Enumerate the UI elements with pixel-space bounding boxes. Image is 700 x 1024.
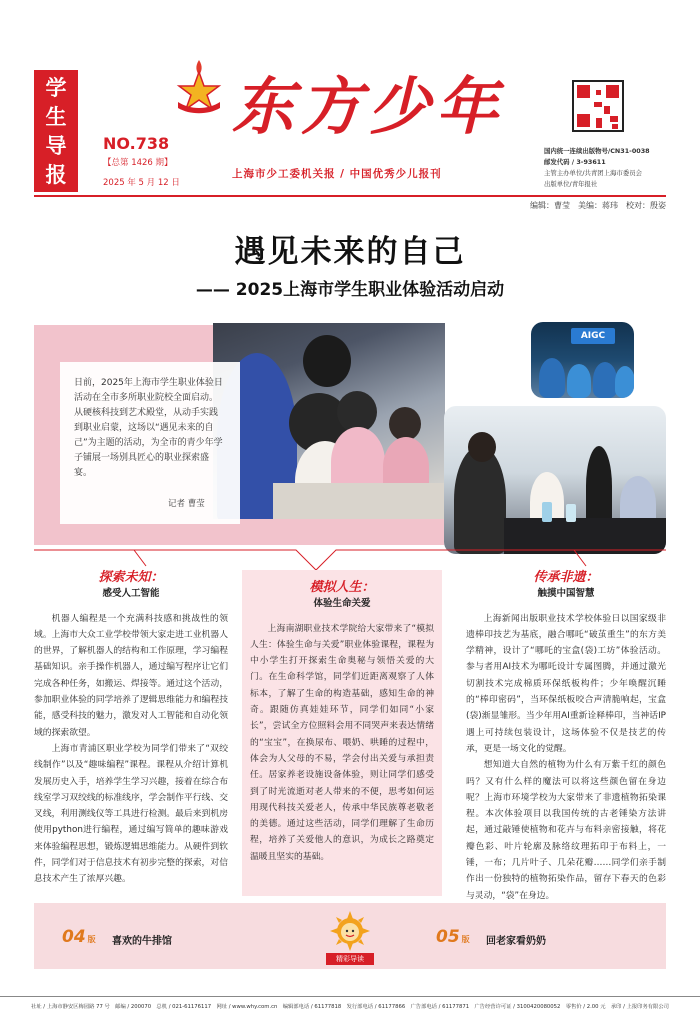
main-photo [213, 323, 445, 519]
column-subtitle: 触摸中国智慧 [537, 588, 595, 600]
qr-code-icon [572, 80, 624, 132]
issue-date: 2025 年 5 月 12 日 [103, 178, 180, 188]
preview-left-link[interactable] [62, 927, 96, 947]
column-tag: 探索未知： [98, 570, 164, 585]
side-tag-char: 生 [45, 105, 67, 129]
preview-page-number: 04 [62, 927, 86, 947]
intro-box [60, 362, 240, 524]
intro-text: 日前，2025年上海市学生职业体验日活动在全市多所职业院校全面启动。从硬核科技到艺术殿堂，从动手实践到职业启蒙，这场以“遇见未来的自己”为主题的活动，为全市的青少年学子铺展一场别具匠心的职业探索盛宴。 [74, 378, 223, 478]
column-subtitle: 体验生命关爱 [313, 598, 371, 610]
preview-page-unit: 版 [461, 935, 470, 944]
preview-badge: 精彩导读 [326, 953, 374, 965]
preview-page-unit: 版 [87, 935, 96, 944]
intro-author: 记者 曹莹 [168, 499, 205, 509]
side-tag-char: 导 [45, 134, 67, 158]
masthead-divider [34, 195, 666, 197]
preview-left-title[interactable]: 喜欢的牛排馆 [112, 936, 172, 947]
article-column-right [466, 570, 666, 904]
side-tag-char: 学 [45, 76, 67, 100]
article-column-center [242, 570, 442, 896]
publication-info [544, 146, 674, 190]
column-paragraph: 上海南湖职业技术学院给大家带来了“模拟人生：体验生命与关爱”职业体验课程，课程为中小学生打开探索生命奥秘与领悟关爱的大门。在生命科学馆，同学们近距离观察了人体标本，了解了生命的构造基础，感知生命的神奇。跟随仿真娃娃环节，同学们如同“小家长”，尝试全方位照料会用不同哭声来表达情绪的“宝宝”，在换尿布、喂奶、哄睡的过程中，体会为人父母的不易，学会付出关爱与承担责任。居家养老设施设备体验，则让同学们感受到了时光流逝对老人带来的不便，思考如何运用现代科技关爱老人，传承中华民族尊老敬老的美德。通过这些活动，同学们理解了生命历程，培养了关爱他人的意识，为成长之路奠定温暖且坚实的基础。 [250, 623, 434, 862]
column-paragraph: 上海新闻出版职业技术学校体验日以国家级非遗棒印技艺为基底，融合哪吒“破茧重生”的东方美学精神，设计了“哪吒的宝盒(袋)工坊”体验活动。参与者用AI技术为哪吒设计专属图腾，并通过激光切割技术完成棉质环保纸板构件；少年唤醒沉睡的“棒印密码”，当环保纸板咬合声清脆响起，宝盒(袋)渐显雏形。当少年用AI重新诠释棒印，当神话IP遇上可持续包装设计，这场体验不仅是技艺的传承，更是一场文化的觉醒。 [466, 613, 666, 754]
sun-mascot-icon [330, 911, 370, 951]
issue-number: NO.738 [103, 134, 170, 153]
column-tag: 模拟人生： [309, 580, 375, 595]
publication-info-line: 出版单位/青年报社 [544, 180, 598, 188]
newspaper-tagline: 上海市少工委机关报 / 中国优秀少儿报刊 [232, 168, 442, 180]
page-title: 遇见未来的自己 [234, 234, 466, 270]
column-paragraph: 上海市青浦区职业学校为同学们带来了“双绞线制作”以及“趣味编程”课程。课程从介绍计算机发展历史入手，培养学生学习兴趣，接着在综合布线室学习双绞线的标准线序，学会制作平行线、交叉线，利用测线仪等工具进行检测。最后来到机房使用python进行编程，通过编写简单的趣味游戏来体验编程思想，锻炼逻辑思维能力。从硬件到软件，同学们对于信息技术有初步完整的探索，对信息技术产生了浓厚兴趣。 [34, 743, 228, 885]
workshop-photo [444, 406, 666, 554]
publication-info-line: 主管主办单位/共青团上海市委员会 [544, 169, 643, 177]
preview-right-title[interactable]: 回老家看奶奶 [486, 936, 546, 947]
column-subtitle: 感受人工智能 [102, 588, 160, 600]
aigc-photo [531, 322, 634, 398]
newspaper-brand: 东方少年 [232, 70, 505, 143]
column-paragraph: 机器人编程是一个充满科技感和挑战性的领域。上海市大众工业学校带领大家走进工业机器人的世界，了解机器人的结构和工作原理，学习编程基础知识。亲手操作机器人，通过编写程序让它们完成各种任务，如搬运、焊接等。通过这个活动，参加职业体验的同学培养了逻辑思维能力和编程技能，感受科技的魅力，激发对人工智能和自动化领域的探索欲望。 [34, 613, 228, 738]
young-pioneers-emblem-icon [172, 58, 226, 116]
side-tag-char: 报 [45, 163, 67, 187]
publication-info-line: 邮发代码 / 3-93611 [544, 158, 606, 166]
footer-info: 社址 / 上海市静安区梅园路 77 号 邮编 / 200070 总机 / 021-61176117 网址 / www.why.com.cn 编辑部电话 / 61177818 发行部电话 / 61177866 广告部电话 / 61177871 广告经营许可证 / 3100420080052 零售价 / 2.00 元 承印 / 上报印务有限公司 [0, 996, 700, 1010]
article-column-left [34, 570, 228, 888]
preview-strip [34, 903, 666, 969]
aigc-label: AIGC [571, 328, 615, 344]
page-subtitle: —— 2025上海市学生职业体验活动启动 [195, 280, 505, 300]
issue-total: 【总第 1426 期】 [103, 158, 173, 168]
editor-credits: 编辑：曹莹 美编：蒋玮 校对：殷姿 [530, 201, 666, 210]
column-paragraph: 想知道大自然的植物为什么有万紫千红的颜色吗？又有什么样的魔法可以将这些颜色留在身边呢？上海市环境学校为大家带来了非遗植物拓染课程。本次体验项目以我国传统的古老锤染方法讲起，通过敲锤使植物和花卉与布料亲密接触，将花瓣色彩、叶片轮廓及脉络纹理拓印于布料上，一锤，一布；几片叶子、几朵花瓣……同学们亲手制作出一份独特的植物拓染作品，留存下春天的色彩与灵动，“袋”在身边。 [466, 760, 666, 901]
preview-right-link[interactable] [436, 927, 470, 947]
publication-info-line: 国内统一连续出版物号/CN31-0038 [544, 147, 650, 155]
column-tag: 传承非遗： [533, 570, 599, 585]
newspaper-side-tag [34, 70, 78, 192]
preview-page-number: 05 [436, 927, 460, 947]
